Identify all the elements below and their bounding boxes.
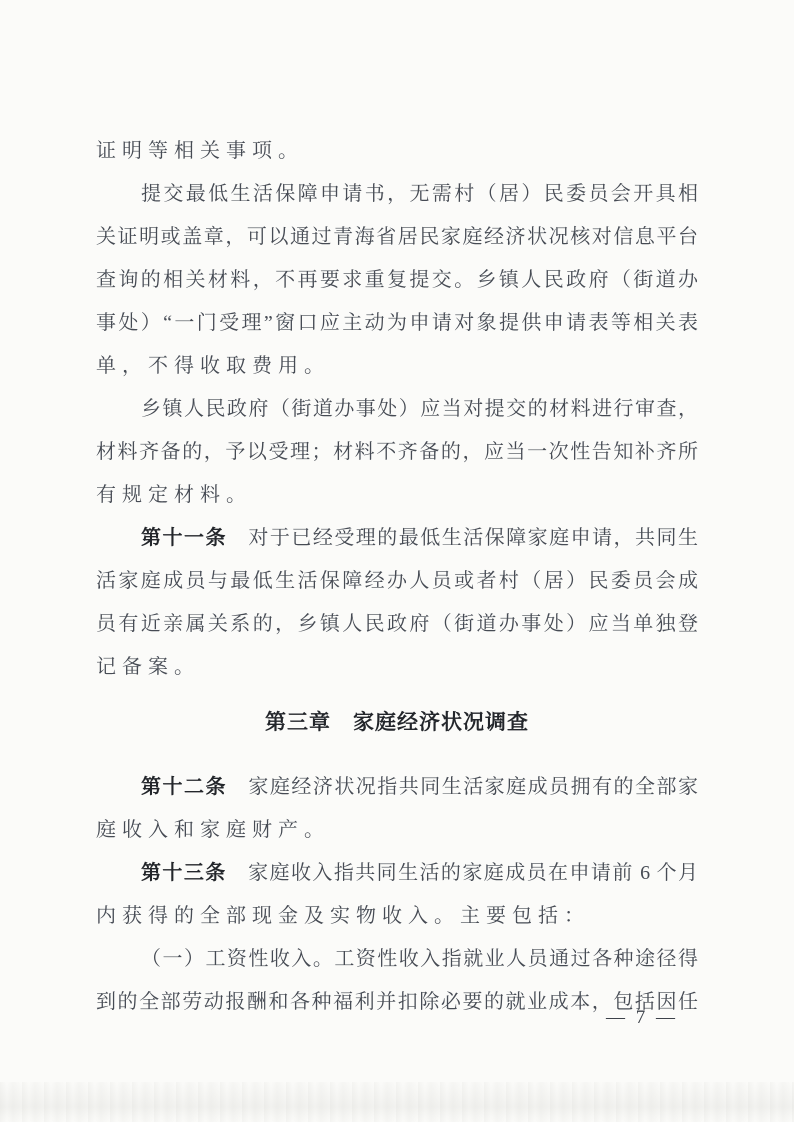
text-line xyxy=(96,130,698,173)
line-text: 活家庭成员与最低生活保障经办人员或者村（居）民委员会成 xyxy=(96,570,698,592)
line-text: 单，不得收取费用。 xyxy=(96,355,330,377)
scan-noise-band xyxy=(0,1082,794,1122)
line-text: 内获得的全部现金及实物收入。主要包括： xyxy=(96,905,590,927)
text-line xyxy=(96,173,698,216)
chapter-heading: 第三章 家庭经济状况调查 xyxy=(265,710,529,734)
line-text: 证明等相关事项。 xyxy=(96,140,304,162)
text-line xyxy=(96,938,698,981)
line-text: 材料齐备的，予以受理；材料不齐备的，应当一次性告知补齐所 xyxy=(96,441,698,463)
article-number: 第十二条 xyxy=(141,776,227,798)
line-text: 提交最低生活保障申请书，无需村（居）民委员会开具相 xyxy=(141,183,698,205)
line-text: 事处）“一门受理”窗口应主动为申请对象提供申请表等相关表 xyxy=(96,312,698,334)
text-line xyxy=(96,603,698,646)
line-text: 乡镇人民政府（街道办事处）应当对提交的材料进行审查， xyxy=(141,398,698,420)
line-text: 对于已经受理的最低生活保障家庭申请，共同生 xyxy=(226,527,698,549)
text-line xyxy=(96,560,698,603)
line-text: 庭收入和家庭财产。 xyxy=(96,819,330,841)
line-text: 到的全部劳动报酬和各种福利并扣除必要的就业成本，包括因任 xyxy=(96,991,698,1013)
text-line xyxy=(96,431,698,474)
article-number: 第十一条 xyxy=(141,527,227,549)
text-line xyxy=(96,345,698,388)
text-line xyxy=(96,766,698,809)
line-text: 关证明或盖章，可以通过青海省居民家庭经济状况核对信息平台 xyxy=(96,226,698,248)
line-text: 家庭经济状况指共同生活家庭成员拥有的全部家 xyxy=(226,776,698,798)
text-line xyxy=(96,302,698,345)
line-text: 家庭收入指共同生活的家庭成员在申请前 6 个月 xyxy=(226,862,698,884)
document-body xyxy=(96,130,698,1024)
text-line xyxy=(96,809,698,852)
line-text: 员有近亲属关系的，乡镇人民政府（街道办事处）应当单独登 xyxy=(96,613,698,635)
article-number: 第十三条 xyxy=(141,862,227,884)
page-number: — 7 — xyxy=(606,1007,678,1028)
text-line xyxy=(96,388,698,431)
line-text: 有规定材料。 xyxy=(96,484,252,506)
text-line xyxy=(96,852,698,895)
text-line xyxy=(96,646,698,689)
text-line xyxy=(96,474,698,517)
text-line xyxy=(96,895,698,938)
line-text: 查询的相关材料，不再要求重复提交。乡镇人民政府（街道办 xyxy=(96,269,698,291)
text-line xyxy=(96,259,698,302)
text-line xyxy=(96,216,698,259)
line-text: 记备案。 xyxy=(96,656,200,678)
line-text: （一）工资性收入。工资性收入指就业人员通过各种途径得 xyxy=(141,948,698,970)
text-line xyxy=(96,517,698,560)
